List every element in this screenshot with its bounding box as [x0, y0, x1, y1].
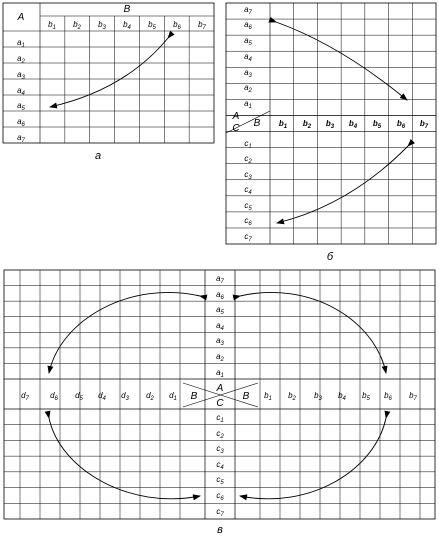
relation-arrow — [50, 38, 168, 107]
row-label-a2: $a_2$ — [244, 83, 252, 94]
row-label-a5: $a_5$ — [17, 101, 25, 112]
row-label-a3: $a_3$ — [17, 70, 25, 81]
corner-label-right: B — [253, 118, 261, 129]
relation-arrow-a6-b6 — [240, 292, 386, 373]
caption-c: в — [217, 524, 223, 536]
relation-arrow-b6-c6 — [240, 418, 386, 499]
row-label-b2: $b_2$ — [288, 391, 296, 402]
col-label-b5: $b_5$ — [148, 20, 156, 31]
left-row-labels — [21, 391, 177, 402]
column-dividers — [65, 16, 189, 143]
col-label-a1: $a_1$ — [216, 368, 224, 379]
col-label-c7: $c_7$ — [216, 507, 224, 518]
col-label-c5: $c_5$ — [216, 475, 224, 486]
row-label-c1: $c_1$ — [244, 139, 252, 150]
row-label-b4: $b_4$ — [338, 391, 346, 402]
row-label-a7: $a_7$ — [17, 133, 25, 144]
center-label-right: B — [242, 391, 250, 402]
relation-arrow-a6-b6 — [276, 22, 407, 100]
row-label-d6: $d_6$ — [50, 391, 58, 402]
col-label-a3: $a_3$ — [216, 336, 224, 347]
col-label-b2: $b_2$ — [302, 119, 312, 130]
col-label-b1: $b_1$ — [278, 119, 288, 130]
row-label-b3: $b_3$ — [314, 391, 322, 402]
row-label-a7: $a_7$ — [244, 5, 252, 16]
row-label-a6: $a_6$ — [244, 20, 252, 31]
col-label-c4: $c_4$ — [216, 460, 224, 471]
row-label-b7: $b_7$ — [409, 391, 417, 402]
col-label-b3: $b_3$ — [98, 20, 106, 31]
diagram-a — [3, 3, 214, 162]
col-label-b1: $b_1$ — [48, 20, 56, 31]
relation-arrow-d6-c6 — [49, 418, 200, 499]
col-label-b5: $b_5$ — [372, 119, 382, 130]
col-label-b7: $b_7$ — [198, 20, 206, 31]
col-label-a5: $a_5$ — [216, 305, 224, 316]
col-label-b2: $b_2$ — [73, 20, 81, 31]
diagram-b — [226, 3, 436, 263]
row-label-d4: $d_4$ — [98, 391, 106, 402]
row-label-a6: $a_6$ — [17, 117, 25, 128]
row-label-d5: $d_5$ — [75, 391, 83, 402]
row-label-b1: $b_1$ — [264, 391, 272, 402]
col-label-b3: $b_3$ — [325, 119, 335, 130]
row-label-c4: $c_4$ — [244, 185, 252, 196]
col-label-b6: $b_6$ — [173, 20, 181, 31]
row-label-a4: $a_4$ — [244, 52, 252, 63]
header-left-label: A — [17, 12, 25, 23]
row-label-d2: $d_2$ — [146, 391, 154, 402]
col-label-a6: $a_6$ — [216, 290, 224, 301]
col-label-c6: $c_6$ — [216, 491, 224, 502]
row-label-d3: $d_3$ — [121, 391, 129, 402]
row-label-c7: $c_7$ — [244, 232, 252, 243]
row-label-b5: $b_5$ — [362, 391, 370, 402]
row-label-b6: $b_6$ — [384, 391, 392, 402]
upper-row-labels — [244, 5, 252, 110]
col-label-b4: $b_4$ — [123, 20, 131, 31]
header-top-label: B — [123, 4, 131, 15]
column-labels — [48, 20, 206, 31]
row-label-c3: $c_3$ — [244, 170, 252, 181]
row-label-a5: $a_5$ — [244, 36, 252, 47]
row-label-c6: $c_6$ — [244, 216, 252, 227]
corner-label-top: A — [232, 111, 240, 122]
corner-label-left: C — [232, 123, 240, 134]
row-label-a1: $a_1$ — [17, 38, 25, 49]
relation-arrow-a6-d6 — [49, 292, 200, 373]
row-labels — [17, 38, 25, 144]
col-label-b7: $b_7$ — [419, 119, 429, 130]
caption-b: б — [326, 251, 334, 263]
center-label-left: B — [190, 391, 198, 402]
row-label-d1: $d_1$ — [169, 391, 177, 402]
row-label-a3: $a_3$ — [244, 68, 252, 79]
col-label-c2: $c_2$ — [216, 429, 224, 440]
col-label-a2: $a_2$ — [216, 352, 224, 363]
row-label-c2: $c_2$ — [244, 154, 252, 165]
row-label-c5: $c_5$ — [244, 201, 252, 212]
diagram-c — [4, 270, 435, 536]
lower-row-labels — [244, 139, 252, 243]
row-label-a4: $a_4$ — [17, 86, 25, 97]
row-label-a1: $a_1$ — [244, 99, 252, 110]
right-row-labels — [264, 391, 417, 402]
center-label-top: A — [216, 383, 224, 394]
col-label-a7: $a_7$ — [216, 274, 224, 285]
column-labels — [279, 119, 429, 130]
col-label-a4: $a_4$ — [216, 321, 224, 332]
row-dividers — [3, 47, 214, 127]
caption-a: а — [94, 150, 102, 162]
lower-column-labels — [216, 413, 224, 518]
col-label-c3: $c_3$ — [216, 444, 224, 455]
col-label-b4: $b_4$ — [348, 119, 358, 130]
col-label-b6: $b_6$ — [396, 119, 406, 130]
row-label-d7: $d_7$ — [21, 391, 29, 402]
center-label-bottom: C — [216, 398, 224, 409]
col-label-c1: $c_1$ — [216, 413, 224, 424]
row-label-a2: $a_2$ — [17, 54, 25, 65]
